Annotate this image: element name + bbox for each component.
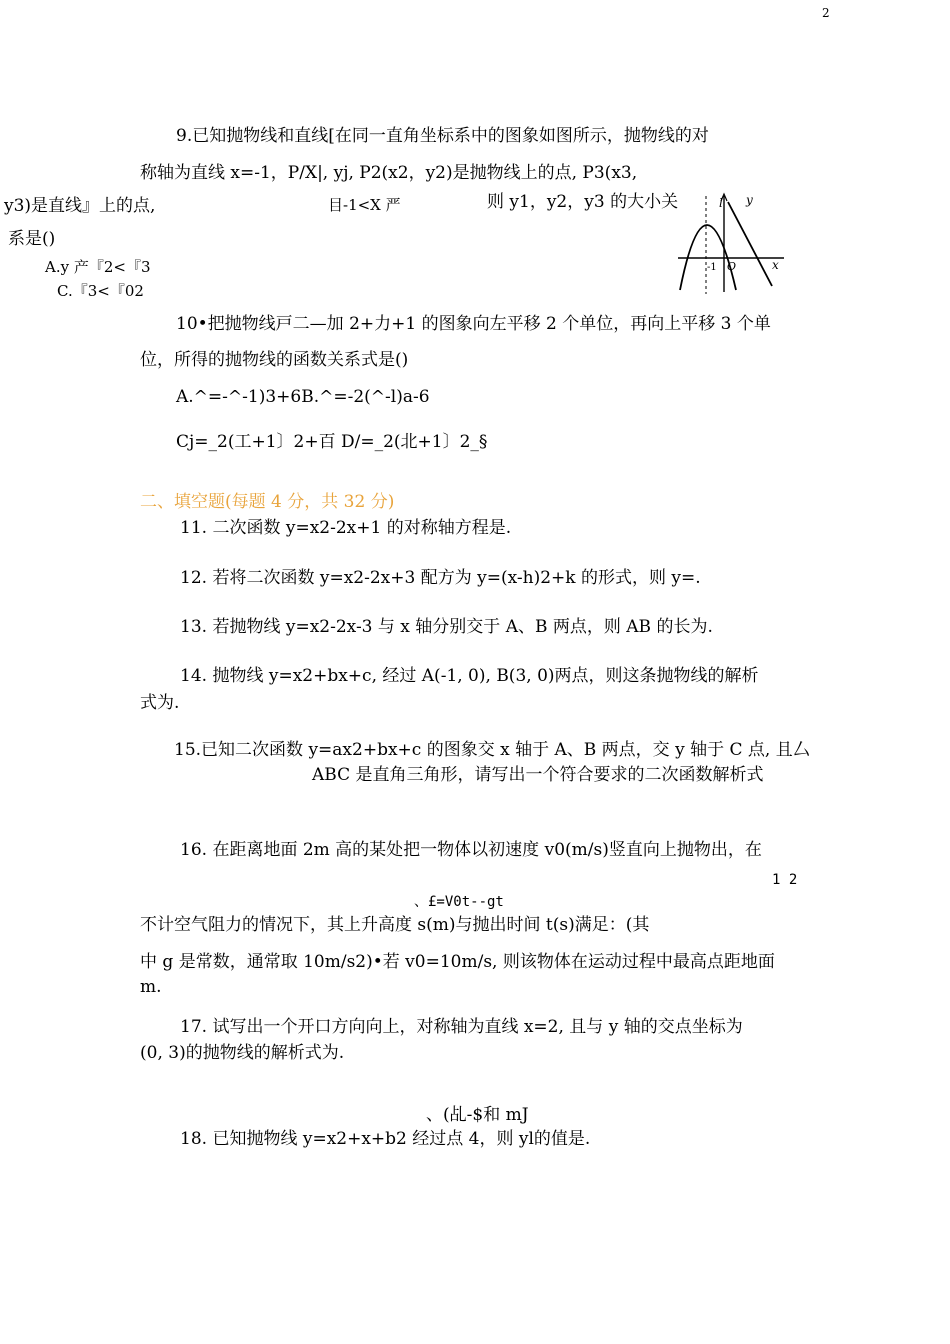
q16-fraction: 1 2 [772,872,798,888]
q10-line-2: 位，所得的抛物线的函数关系式是() [140,350,409,370]
q10-line-1: 10•把抛物线戸二—加 2+力+1 的图象向左平移 2 个单位，再向上平移 3 个单 [176,314,771,334]
origin-label: O [727,260,737,273]
q16-line-4: m. [140,977,162,997]
q15-line-2: ABC 是直角三角形，请写出一个符合要求的二次函数解析式 [312,765,764,785]
q9-option-c: C.『3<『02 [57,282,144,300]
q15-line-1: 15.已知二次函数 y=ax2+bx+c 的图象交 x 轴于 A、B 两点，交 y 轴于 C 点, 且厶 [174,740,810,760]
q10-options-ab: A.^=-^-1)3+6B.^=-2(^-l)a-6 [176,387,430,407]
q16-line-3: 中 g 是常数，通常取 10m/s2)•若 v0=10m/s, 则该物体在运动过程中最高点距地面 [140,952,775,972]
page-number: 2 [822,6,830,20]
q9-line-3b: 目-1<X 严 [328,196,401,214]
q9-line-3c: 则 y1，y2，y3 的大小关 [487,192,679,212]
q17-line-2: (0, 3)的抛物线的解析式为. [140,1043,345,1063]
q10-options-cd: Cj=_2(工+1〕2+百 D/=_2(北+1〕2_§ [176,432,488,452]
q12: 12. 若将二次函数 y=x2-2x+3 配方为 y=(x-h)2+k 的形式，则 y=. [180,568,701,588]
q17-line-1: 17. 试写出一个开口方向向上，对称轴为直线 x=2, 且与 y 轴的交点坐标为 [180,1017,743,1037]
q9-line-1: 9.已知抛物线和直线[在同一直角坐标系中的图象如图所示，抛物线的对 [176,126,709,146]
q9-line-4: 系是() [8,229,56,249]
q13: 13. 若抛物线 y=x2-2x-3 与 x 轴分别交于 A、B 两点，则 AB 的长为. [180,617,713,637]
q18-line-1: 18. 已知抛物线 y=x2+x+b2 经过点 4，则 yl的值是. [180,1129,591,1149]
q9-option-a: A.y 产『2<『3 [45,258,151,276]
parabola-line-graph [672,190,787,295]
q14-line-1: 14. 抛物线 y=x2+bx+c, 经过 A(-1, 0), B(3, 0)两点，则这条抛物线的解析 [180,666,759,686]
x-axis-label: x [772,258,779,272]
q11: 11. 二次函数 y=x2-2x+1 的对称轴方程是. [180,518,512,538]
q9-line-3a: y3)是直线』上的点, [4,196,156,216]
q16-line-1: 16. 在距离地面 2m 高的某处把一物体以初速度 v0(m/s)竖直向上抛物出，在 [180,840,762,860]
q16-formula: 、£=V0t--gt [414,894,504,910]
y-axis-label: y [746,193,753,207]
section-heading: 二、填空题(每题 4 分，共 32 分) [140,492,395,512]
q18-note: 、(乩-$和 mJ [426,1105,529,1125]
line-l [728,202,772,286]
q14-line-2: 式为. [140,693,180,713]
line-label: l [719,196,723,210]
tick-label: -1 [707,262,717,273]
q16-line-2: 不计空气阻力的情况下，其上升高度 s(m)与抛出时间 t(s)满足：(其 [140,915,650,935]
q9-line-2: 称轴为直线 x=-1，P/X|, yj, P2(x2，y2)是抛物线上的点, P3(x3, [140,163,638,183]
